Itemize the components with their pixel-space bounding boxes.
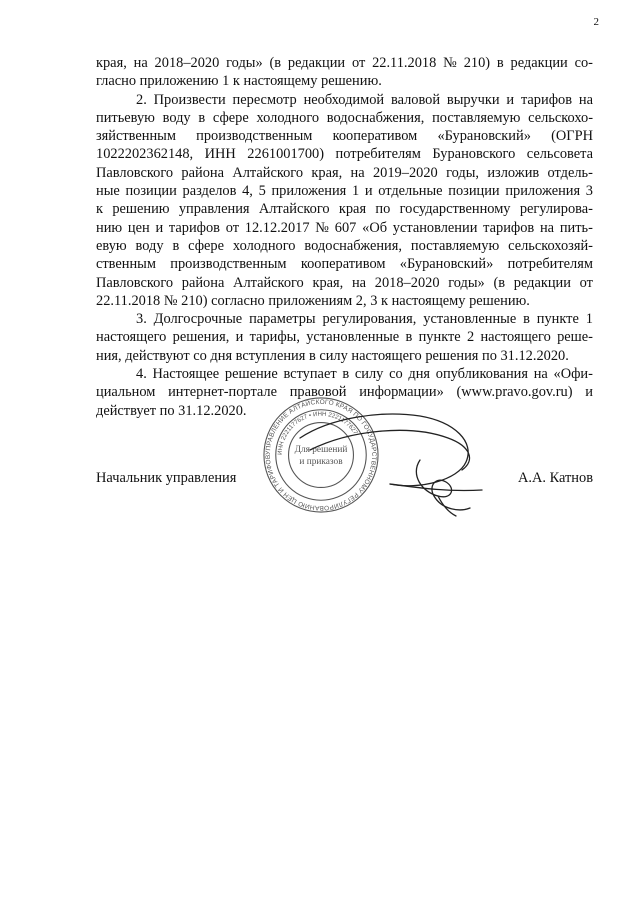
- signature-stroke: [390, 484, 482, 491]
- body-line: гласно приложению 1 к настоящему решению.: [96, 73, 382, 90]
- body-line: нию цен и тарифов от 12.12.2017 № 607 «Об установлении тарифов на пить-: [96, 219, 593, 236]
- stamp-center-line-1: Для решений: [294, 445, 348, 456]
- signature-stroke: [310, 430, 470, 470]
- stamp-inner-text: ИНН 2221177627 • ИНН 2221177627: [276, 410, 359, 456]
- body-line: действует по 31.12.2020.: [96, 402, 247, 419]
- body-line: 2. Произвести пересмотр необходимой валовой выручки и тарифов на: [136, 91, 593, 108]
- document-body: [96, 54, 593, 420]
- body-line: настоящего решения, и тарифы, установленные в пункте 2 настоящего реше-: [96, 329, 593, 346]
- stamp-outer-text: УПРАВЛЕНИЕ АЛТАЙСКОГО КРАЯ ПО ГОСУДАРСТВЕННОМУ РЕГУЛИРОВАНИЮ ЦЕН И ТАРИФОВ: [264, 398, 378, 512]
- body-line: циальном интернет-портале правовой информации» (www.pravo.gov.ru) и: [96, 384, 593, 401]
- handwritten-signature: [270, 400, 490, 525]
- stamp-center-line-2: и приказов: [299, 456, 343, 467]
- body-line: евую воду в сфере холодного водоснабжения, поставляемую сельскохозяй-: [96, 237, 593, 254]
- body-line: ния, действуют со дня вступления в силу настоящего решения по 31.12.2020.: [96, 347, 569, 364]
- signatory-position: Начальник управления: [96, 470, 237, 486]
- body-line: ственным производственным кооперативом «Бурановский» потребителям: [96, 256, 593, 273]
- body-line: питьевую воду в сфере холодного водоснабжения, поставляемую сельскохо-: [96, 109, 593, 126]
- signatory-name: А.А. Катнов: [518, 470, 593, 486]
- body-line: 22.11.2018 № 210) согласно приложениям 2, 3 к настоящему решению.: [96, 292, 530, 309]
- body-line: 4. Настоящее решение вступает в силу со дня опубликования на «Офи-: [136, 366, 593, 383]
- body-line: Павловского района Алтайского края, на 2018–2020 годы» (в редакции от: [96, 274, 593, 291]
- body-line: 1022202362148, ИНН 2261001700) потребителям Бурановского сельсовета: [96, 146, 593, 163]
- signature-stroke: [300, 414, 468, 486]
- body-line: края, на 2018–2020 годы» (в редакции от 22.11.2018 № 210) в редакции со-: [96, 55, 593, 71]
- signature-stroke: [438, 496, 456, 516]
- body-line: Павловского района Алтайского края, на 2019–2020 годы, изложив отдель-: [96, 164, 593, 181]
- body-line: 3. Долгосрочные параметры регулирования, установленные в пункте 1: [136, 311, 593, 328]
- body-line: к решению управления Алтайского края по государственному регулирова-: [96, 201, 593, 218]
- body-line: ные позиции разделов 4, 5 приложения 1 и отдельные позиции приложения 3: [96, 183, 593, 200]
- body-line: зяйственным производственным кооперативом «Бурановский» (ОГРН: [96, 128, 593, 145]
- page-number: 2: [593, 16, 599, 28]
